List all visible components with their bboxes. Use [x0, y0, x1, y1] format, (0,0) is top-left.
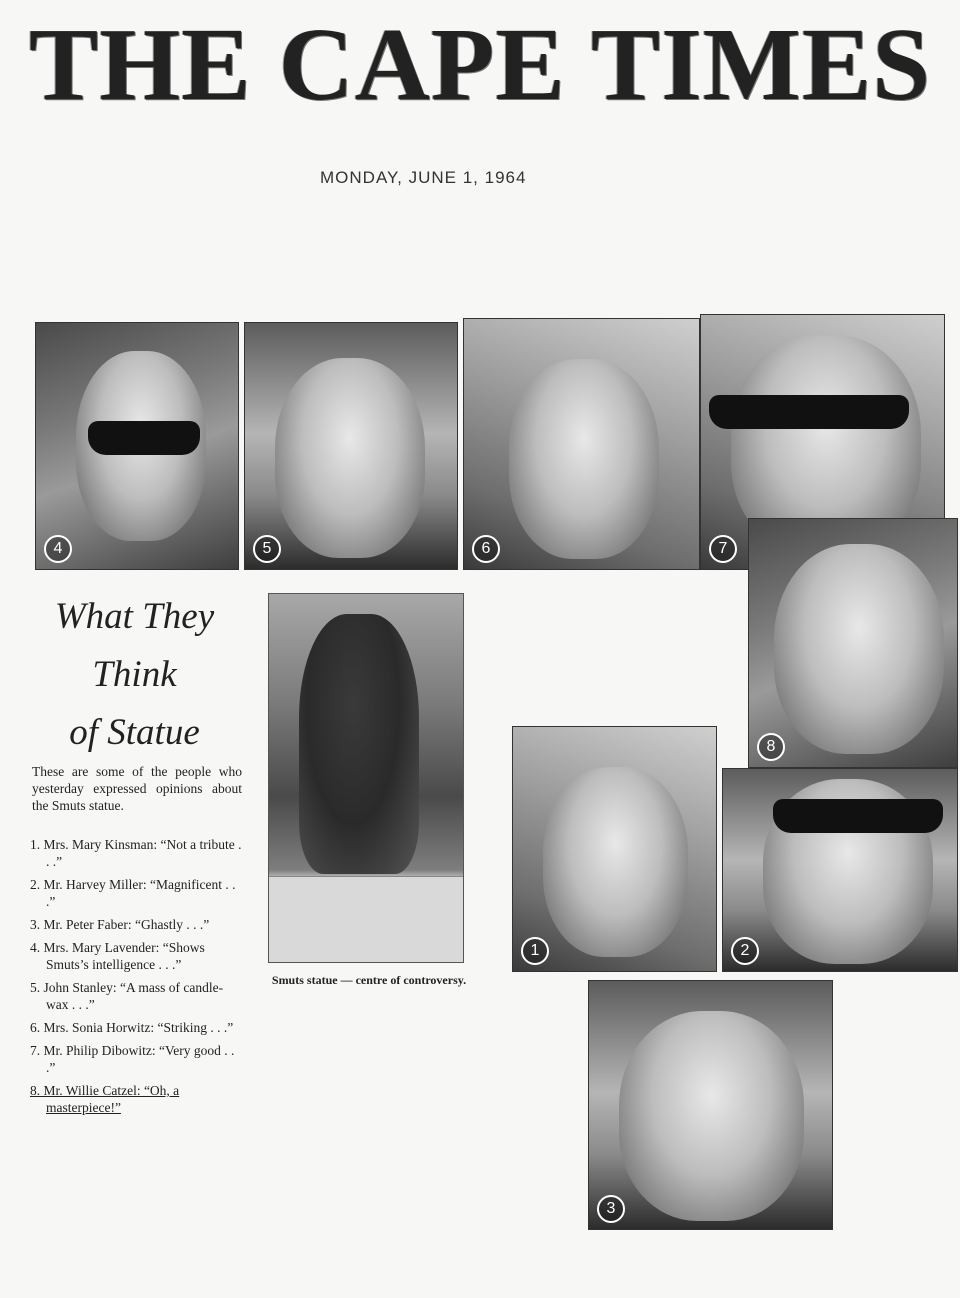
sunglasses: [88, 421, 200, 455]
opinion-item: 7. Mr. Philip Dibowitz: “Very good . . .”: [30, 1043, 235, 1075]
sunglasses: [709, 395, 909, 429]
opinion-item: 8. Mr. Willie Catzel: “Oh, a masterpiece!”: [30, 1083, 180, 1115]
opinion-item: 4. Mrs. Mary Lavender: “Shows Smuts’s intelligence . . .”: [30, 940, 205, 972]
portrait-number: 5: [253, 535, 281, 563]
opinion-item: 5. John Stanley: “A mass of candle-wax . . .”: [30, 980, 224, 1012]
portrait-photo-3: [588, 980, 833, 1230]
portrait-face: [619, 1011, 804, 1221]
article-intro: These are some of the people who yesterday expressed opinions about the Smuts statue.: [32, 764, 242, 813]
portrait-number: 4: [44, 535, 72, 563]
portrait-number: 7: [709, 535, 737, 563]
opinion-item: 2. Mr. Harvey Miller: “Magnificent . . .”: [30, 877, 236, 909]
portrait-photo-5: [244, 322, 458, 570]
masthead-title: THE CAPE TIMES: [28, 7, 932, 122]
portrait-photo-4: [35, 322, 239, 570]
portrait-number: 8: [757, 733, 785, 761]
portrait-face: [275, 358, 425, 558]
smuts-statue-photo: [268, 593, 464, 963]
opinion-list: [30, 836, 245, 1122]
portrait-face: [509, 359, 659, 559]
opinion-item: 6. Mrs. Sonia Horwitz: “Striking . . .”: [30, 1020, 234, 1035]
headline-line: What They: [54, 596, 215, 637]
statue-figure: [299, 614, 419, 874]
portrait-photo-1: [512, 726, 717, 972]
portrait-number: 2: [731, 937, 759, 965]
portrait-number: 1: [521, 937, 549, 965]
dateline: MONDAY, JUNE 1, 1964: [320, 168, 527, 187]
headline-line: Think: [92, 654, 177, 695]
article-headline: [22, 588, 247, 762]
opinion-item: 3. Mr. Peter Faber: “Ghastly . . .”: [30, 917, 210, 932]
opinion-item: 1. Mrs. Mary Kinsman: “Not a tribute . . .”: [30, 837, 242, 869]
portrait-number: 3: [597, 1195, 625, 1223]
sunglasses: [773, 799, 943, 833]
statue-plinth: [269, 876, 464, 963]
statue-caption: Smuts statue — centre of controversy.: [271, 973, 467, 987]
portrait-face: [774, 544, 944, 754]
headline-line: of Statue: [69, 712, 200, 753]
portrait-photo-6: [463, 318, 700, 570]
portrait-number: 6: [472, 535, 500, 563]
portrait-face: [543, 767, 688, 957]
portrait-photo-2: [722, 768, 958, 972]
portrait-photo-8: [748, 518, 958, 768]
